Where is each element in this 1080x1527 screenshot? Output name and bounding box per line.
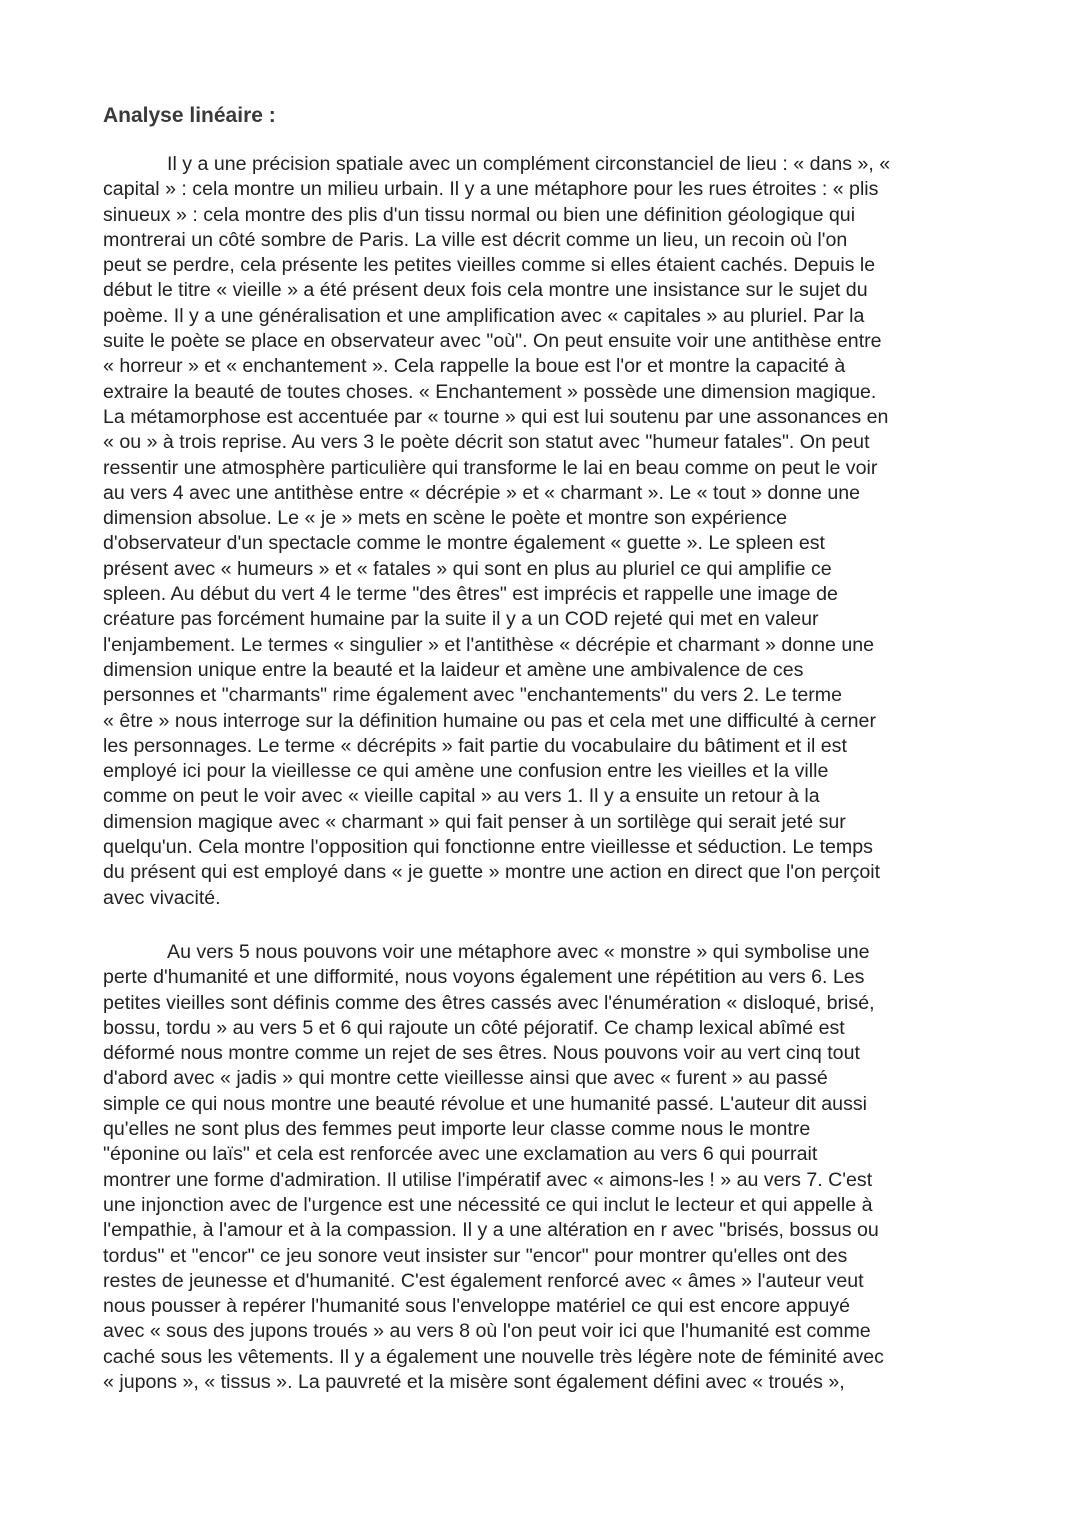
text-line: restes de jeunesse et d'humanité. C'est également renforcé avec « âmes » l'auteur veut [103, 1269, 864, 1292]
text-line: petites vieilles sont définis comme des êtres cassés avec l'énumération « disloqué, brisé, [103, 991, 875, 1014]
text-line: créature pas forcément humaine par la suite il y a un COD rejeté qui met en valeur [103, 608, 819, 631]
text-line: les personnages. Le terme « décrépits » fait partie du vocabulaire du bâtiment et il est [103, 734, 847, 757]
paragraph-2 [103, 940, 983, 1395]
text-line: ressentir une atmosphère particulière qui transforme le lai en beau comme on peut le voir [103, 456, 878, 479]
text-line: poème. Il y a une généralisation et une amplification avec « capitales » au pluriel. Par la [103, 304, 865, 327]
text-line: avec « sous des jupons troués » au vers 8 où l'on peut voir ici que l'humanité est comme [103, 1320, 871, 1343]
text-line: caché sous les vêtements. Il y a également une nouvelle très légère note de féminité avec [103, 1345, 884, 1368]
text-line: début le titre « vieille » a été présent deux fois cela montre une insistance sur le sujet du [103, 279, 868, 302]
text-line: dimension magique avec « charmant » qui fait penser à un sortilège qui serait jeté sur [103, 810, 846, 833]
text-line: simple ce qui nous montre une beauté révolue et une humanité passé. L'auteur dit aussi [103, 1092, 868, 1115]
text-line: d'observateur d'un spectacle comme le montre également « guette ». Le spleen est [103, 532, 825, 555]
text-line: tordus" et "encor" ce jeu sonore veut insister sur "encor" pour montrer qu'elles ont des [103, 1244, 848, 1267]
text-line: suite le poète se place en observateur avec "où". On peut ensuite voir une antithèse entre [103, 330, 882, 353]
text-line: dimension absolue. Le « je » mets en scène le poète et montre son expérience [103, 507, 788, 530]
text-line: « horreur » et « enchantement ». Cela rappelle la boue est l'or et montre la capacité à [103, 355, 846, 378]
text-line: au vers 4 avec une antithèse entre « décrépie » et « charmant ». Le « tout » donne une [103, 481, 861, 504]
text-line: « être » nous interroge sur la définition humaine ou pas et cela met une difficulté à cerner [103, 709, 876, 732]
text-line: spleen. Au début du vert 4 le terme "des êtres" est imprécis et rappelle une image de [103, 583, 838, 606]
text-line: extraire la beauté de toutes choses. « Enchantement » possède une dimension magique. [103, 380, 877, 403]
text-line: comme on peut le voir avec « vieille capital » au vers 1. Il y a ensuite un retour à la [103, 785, 820, 808]
text-line: avec vivacité. [103, 886, 221, 909]
text-line: perte d'humanité et une difformité, nous voyons également une répétition au vers 6. Les [103, 966, 865, 989]
text-line: bossu, tordu » au vers 5 et 6 qui rajoute un côté péjoratif. Ce champ lexical abîmé est [103, 1016, 845, 1039]
text-line: sinueux » : cela montre des plis d'un tissu normal ou bien une définition géologique qui [103, 203, 856, 226]
text-line: peut se perdre, cela présente les petites vieilles comme si elles étaient cachés. Depuis le [103, 254, 876, 277]
text-line: nous pousser à repérer l'humanité sous l'enveloppe matériel ce qui est encore appuyé [103, 1295, 851, 1318]
paragraph-1 [103, 152, 983, 911]
text-line: personnes et "charmants" rime également avec "enchantements" du vers 2. Le terme [103, 684, 843, 707]
text-line: présent avec « humeurs » et « fatales » qui sont en plus au pluriel ce qui amplifie ce [103, 557, 832, 580]
text-line: capital » : cela montre un milieu urbain. Il y a une métaphore pour les rues étroites : « plis [103, 178, 879, 201]
document-heading: Analyse linéaire : [103, 104, 276, 127]
text-line: "éponine ou laïs" et cela est renforcée avec une exclamation au vers 6 qui pourrait [103, 1143, 818, 1166]
text-line: d'abord avec « jadis » qui montre cette vieillesse ainsi que avec « furent » au passé [103, 1067, 828, 1090]
text-line: quelqu'un. Cela montre l'opposition qui fonctionne entre vieillesse et séduction. Le temps [103, 836, 873, 859]
text-line: l'enjambement. Le termes « singulier » et l'antithèse « décrépie et charmant » donne une [103, 633, 875, 656]
text-line: déformé nous montre comme un rejet de ses êtres. Nous pouvons voir au vert cinq tout [103, 1042, 860, 1065]
text-line: du présent qui est employé dans « je guette » montre une action en direct que l'on perçoit [103, 861, 881, 884]
text-line: dimension unique entre la beauté et la laideur et amène une ambivalence de ces [103, 658, 804, 681]
text-line: qu'elles ne sont plus des femmes peut importe leur classe comme nous le montre [103, 1118, 811, 1141]
text-line: montrer une forme d'admiration. Il utilise l'impératif avec « aimons-les ! » au vers 7. C'est [103, 1168, 873, 1191]
text-line: « ou » à trois reprise. Au vers 3 le poète décrit son statut avec "humeur fatales". On peut [103, 431, 870, 454]
text-line: montrerai un côté sombre de Paris. La ville est décrit comme un lieu, un recoin où l'on [103, 228, 848, 251]
text-line: « jupons », « tissus ». La pauvreté et la misère sont également défini avec « troués », [103, 1371, 845, 1394]
text-line: La métamorphose est accentuée par « tourne » qui est lui soutenu par une assonances en [103, 405, 889, 428]
text-line: employé ici pour la vieillesse ce qui amène une confusion entre les vieilles et la ville [103, 760, 829, 783]
text-line: l'empathie, à l'amour et à la compassion. Il y a une altération en r avec "brisés, bossus ou [103, 1219, 879, 1242]
text-line: Il y a une précision spatiale avec un complément circonstanciel de lieu : « dans », « [167, 153, 891, 175]
text-line: une injonction avec de l'urgence est une nécessité ce qui inclut le lecteur et qui appelle à [103, 1193, 873, 1216]
text-line: Au vers 5 nous pouvons voir une métaphore avec « monstre » qui symbolise une [167, 941, 870, 963]
